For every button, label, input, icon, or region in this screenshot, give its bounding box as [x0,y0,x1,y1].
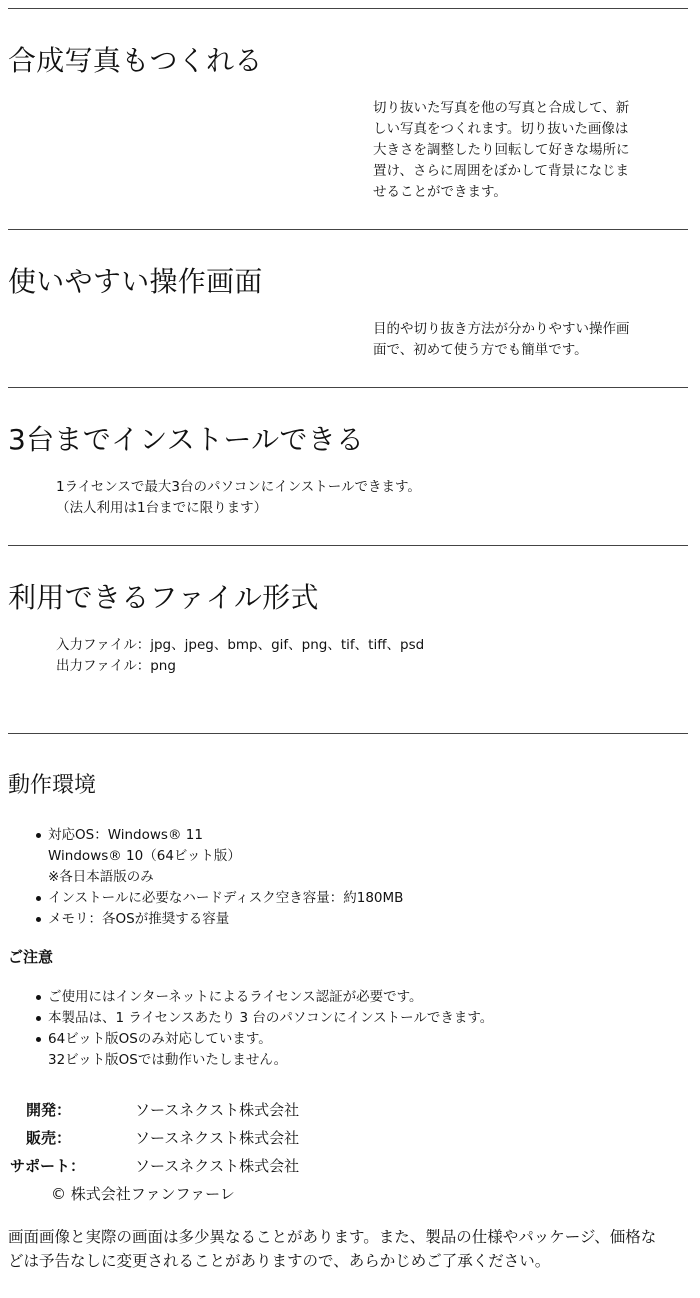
description-line: （法人利用は1台までに限ります） [56,500,268,516]
footer-disclaimer [8,1225,692,1273]
credit-label: 販売： [26,1129,72,1147]
footer-line: 画面画像と実際の画面は多少異なることがあります。また、製品の仕様やパッケージ、価格な [8,1228,657,1246]
list-item-line: 64ビット版OSのみ対応しています。 [48,1031,272,1047]
credit-value: ソースネクスト株式会社 [135,1157,300,1175]
list-item-line: 対応OS：Windows® 11 [48,827,203,843]
divider [8,229,688,230]
credit-value: ソースネクスト株式会社 [135,1101,300,1119]
description-line: 出力ファイル：png [56,658,176,674]
description-line: 入力ファイル：jpg、jpeg、bmp、gif、png、tif、tiff、psd [56,637,425,653]
description-line: 面で、初めて使う方でも簡単です。 [373,342,588,358]
description-line: 大きさを調整したり回転して好きな場所に [373,142,630,158]
bullet-icon [36,1037,41,1042]
description-line: 目的や切り抜き方法が分かりやすい操作画 [373,321,630,337]
list-item [36,825,403,888]
footer-line: どは予告なしに変更されることがありますので、あらかじめご了承ください。 [8,1252,551,1270]
notes-list [36,987,493,1071]
description-line: せることができます。 [373,184,507,200]
section-title: 合成写真もつくれる [8,44,263,77]
credit-label: サポート： [10,1157,86,1175]
divider [8,387,688,388]
env-title: 動作環境 [8,773,97,798]
description-line: 置け、さらに周囲をぼかして背景になじま [373,163,629,179]
list-item-line: ご使用にはインターネットによるライセンス認証が必要です。 [48,989,423,1005]
section-title: 利用できるファイル形式 [8,581,319,614]
bullet-icon [36,917,41,922]
copyright: © 株式会社ファンファーレ [51,1185,235,1203]
description-line: 1ライセンスで最大3台のパソコンにインストールできます。 [56,479,421,495]
list-item-line: Windows® 10（64ビット版） [48,848,241,864]
section-description [373,98,653,203]
list-item [36,888,403,909]
divider [8,545,688,546]
list-item [36,1029,493,1071]
divider [8,733,688,734]
section-description [56,635,424,677]
section-description [56,477,421,519]
notes-title: ご注意 [8,948,54,966]
bullet-icon [36,896,41,901]
env-list [36,825,403,930]
section-description [373,319,653,361]
credit-value: ソースネクスト株式会社 [135,1129,300,1147]
description-line: 切り抜いた写真を他の写真と合成して、新 [373,100,630,116]
list-item [36,909,403,930]
list-item-line: メモリ：各OSが推奨する容量 [48,911,230,927]
list-item-line: 本製品は、1 ライセンスあたり 3 台のパソコンにインストールできます。 [48,1010,494,1026]
section-title: 3台までインストールできる [8,423,365,456]
bullet-icon [36,995,41,1000]
list-item-line: 32ビット版OSでは動作いたしません。 [48,1052,288,1068]
list-item-line: ※各日本語版のみ [48,869,154,885]
bullet-icon [36,1016,41,1021]
list-item [36,1008,493,1029]
credit-label: 開発： [26,1101,72,1119]
bullet-icon [36,833,41,838]
list-item-line: インストールに必要なハードディスク空き容量：約180MB [48,890,404,906]
list-item [36,987,493,1008]
section-title: 使いやすい操作画面 [8,265,263,298]
divider [8,8,688,9]
description-line: しい写真をつくれます。切り抜いた画像は [373,121,629,137]
